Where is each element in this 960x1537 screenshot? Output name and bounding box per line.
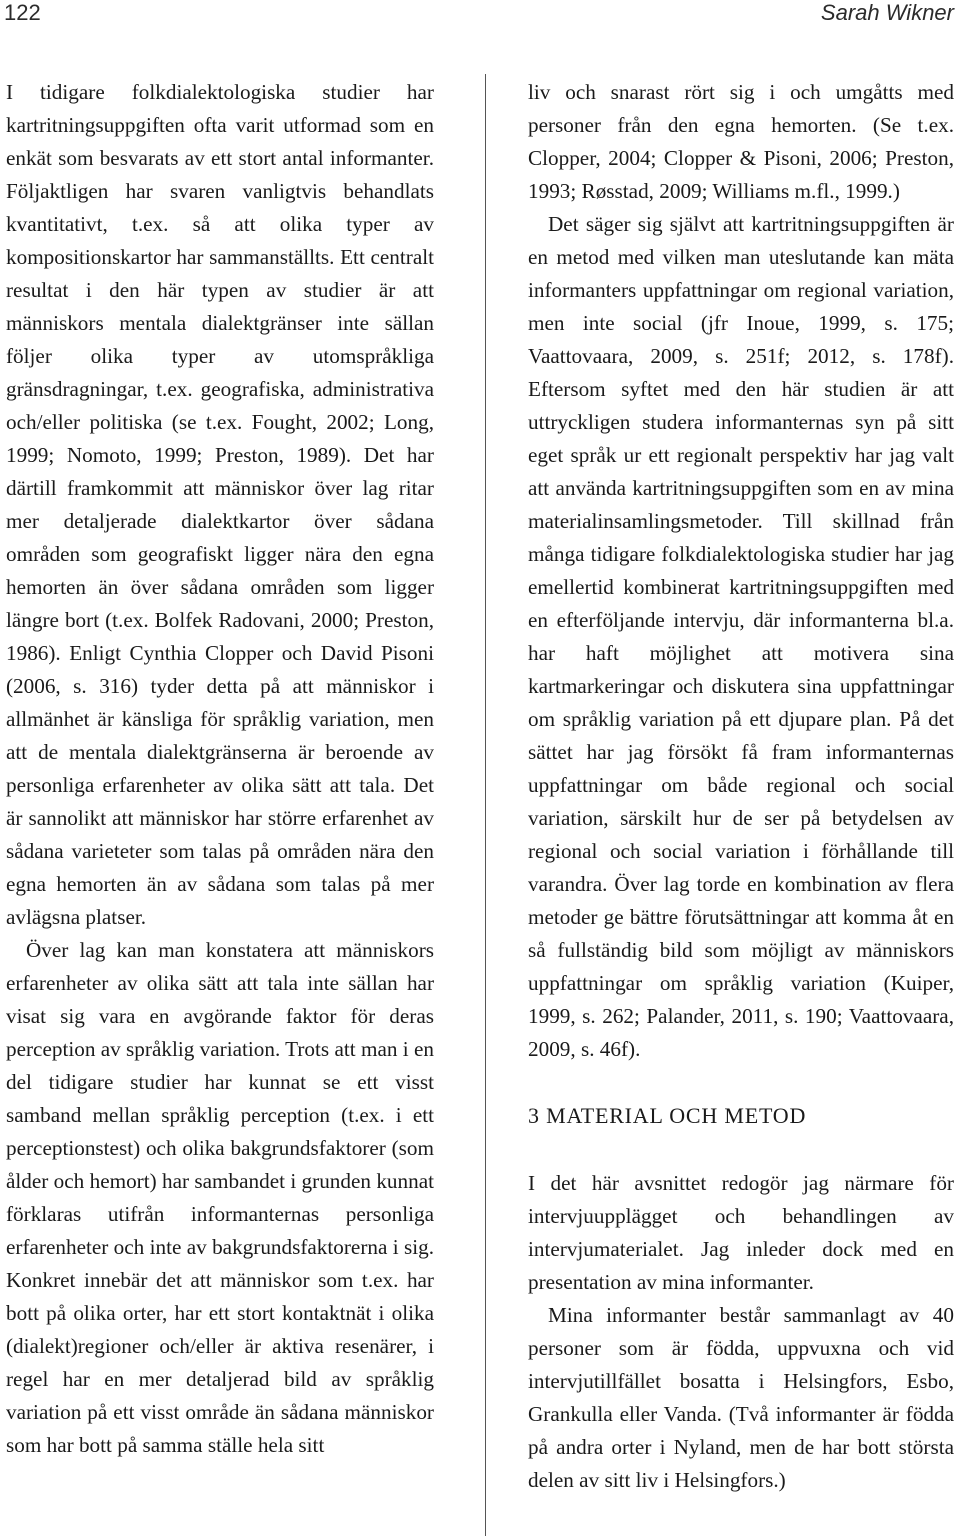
page-number: 122 (4, 0, 41, 25)
section-heading: 3 MATERIAL OCH METOD (528, 1103, 807, 1128)
body-paragraph: I tidigare folkdialektologiska studier har kartritningsuppgiften ofta varit utformad som en enkät som besvarats av ett stort antal informanter. Följaktligen har svaren vanligtvis behandlats kvantitativt, t.ex. så att olika typer av kompositionskartor har sammanställts. Ett centralt resultat i den här typen av studier är att människors mentala dialektgränser inte sällan följer olika typer av utomspråkliga gränsdragningar, t.ex. geografiska, administrativa och/eller politiska (se t.ex. Fought, 2002; Long, 1999; Nomoto, 1999; Preston, 1989). Det har därtill framkommit att människor över lag ritar mer detaljerade dialektkartor över sådana områden som geografiskt ligger nära den egna hemorten än över sådana områden som ligger längre bort (t.ex. Bolfek Radovani, 2000; Preston, 1986). Enligt Cynthia Clopper och David Pisoni (2006, s. 316) tyder detta på att människor i allmänhet är känsliga för språklig variation, men att de mentala dialektgränserna är beroende av personliga erfarenheter av olika sätt att tala. Det är sannolikt att människor har större erfarenhet av sådana varieteter som talas på områden nära den egna hemorten än av sådana som talas på mer avlägsna platser. (6, 80, 434, 929)
body-paragraph: Över lag kan man konstatera att människors erfarenheter av olika sätt att tala inte sällan har visat sig vara en avgörande faktor för deras perception av språklig variation. Trots att man i en del tidigare studier har kunnat se ett visst samband mellan språklig perception (t.ex. i ett perceptionstest) och olika bakgrundsfaktorer (som ålder och hemort) har sambandet i grunden kunnat förklaras utifrån informanternas personliga erfarenheter och inte av bakgrundsfaktorerna i sig. Konkret innebär det att människor som t.ex. har bott på olika orter, har ett stort kontaktnät i olika (dialekt)regioner och/eller är aktiva resenärer, i regel har en mer detaljerad bild av språklig variation på ett visst område än sådana människor som har bott på samma ställe hela sitt (6, 938, 434, 1457)
body-paragraph: Det säger sig självt att kartritningsuppgiften är en metod med vilken man uteslutande kan mäta informanters uppfattningar om regional variation, men inte social (jfr Inoue, 1999, s. 175; Vaattovaara, 2009, s. 251f; 2012, s. 178f). Eftersom syftet med den här studien är att uttryckligen studera informanternas syn på sitt eget språk ur ett regionalt perspektiv har jag valt att använda kartritningsuppgiften som en av mina materialinsamlingsmetoder. Till skillnad från många tidigare folkdialektologiska studier har jag emellertid kombinerat kartritningsuppgiften med en efterföljande intervju, där informanterna bl.a. har haft möjlighet att motivera sina kartmarkeringar och diskutera sina uppfattningar om språklig variation på ett djupare plan. På det sättet har jag försökt få fram informanternas uppfattningar om både regional och social variation, särskilt hur de ser på betydelsen av regional och social variation i förhållande till varandra. Över lag torde en kombination av flera metoder ge bättre förutsättningar att komma åt en så fullständig bild som möjligt av människors uppfattningar om språklig variation (Kuiper, 1999, s. 262; Palander, 2011, s. 190; Vaattovaara, 2009, s. 46f). (528, 212, 954, 1061)
running-head (0, 0, 960, 30)
column-divider (485, 74, 486, 1536)
left-column (6, 76, 434, 1462)
right-column (528, 76, 954, 1497)
running-head-author: Sarah Wikner (820, 0, 954, 25)
body-paragraph: Mina informanter består sammanlagt av 40 personer som är födda, uppvuxna och vid intervjutillfället bosatta i Helsingfors, Esbo, Grankulla eller Vanda. (Två informanter är födda på andra orter i Nyland, men de har bott största delen av sitt liv i Helsingfors.) (528, 1303, 954, 1492)
body-paragraph: I det här avsnittet redogör jag närmare för intervjuupplägget och behandlingen av intervjumaterialet. Jag inleder dock med en presentation av mina informanter. (528, 1171, 954, 1294)
body-paragraph: liv och snarast rört sig i och umgåtts med personer från den egna hemorten. (Se t.ex. Clopper, 2004; Clopper & Pisoni, 2006; Preston, 1993; Røsstad, 2009; Williams m.fl., 1999.) (528, 80, 954, 203)
